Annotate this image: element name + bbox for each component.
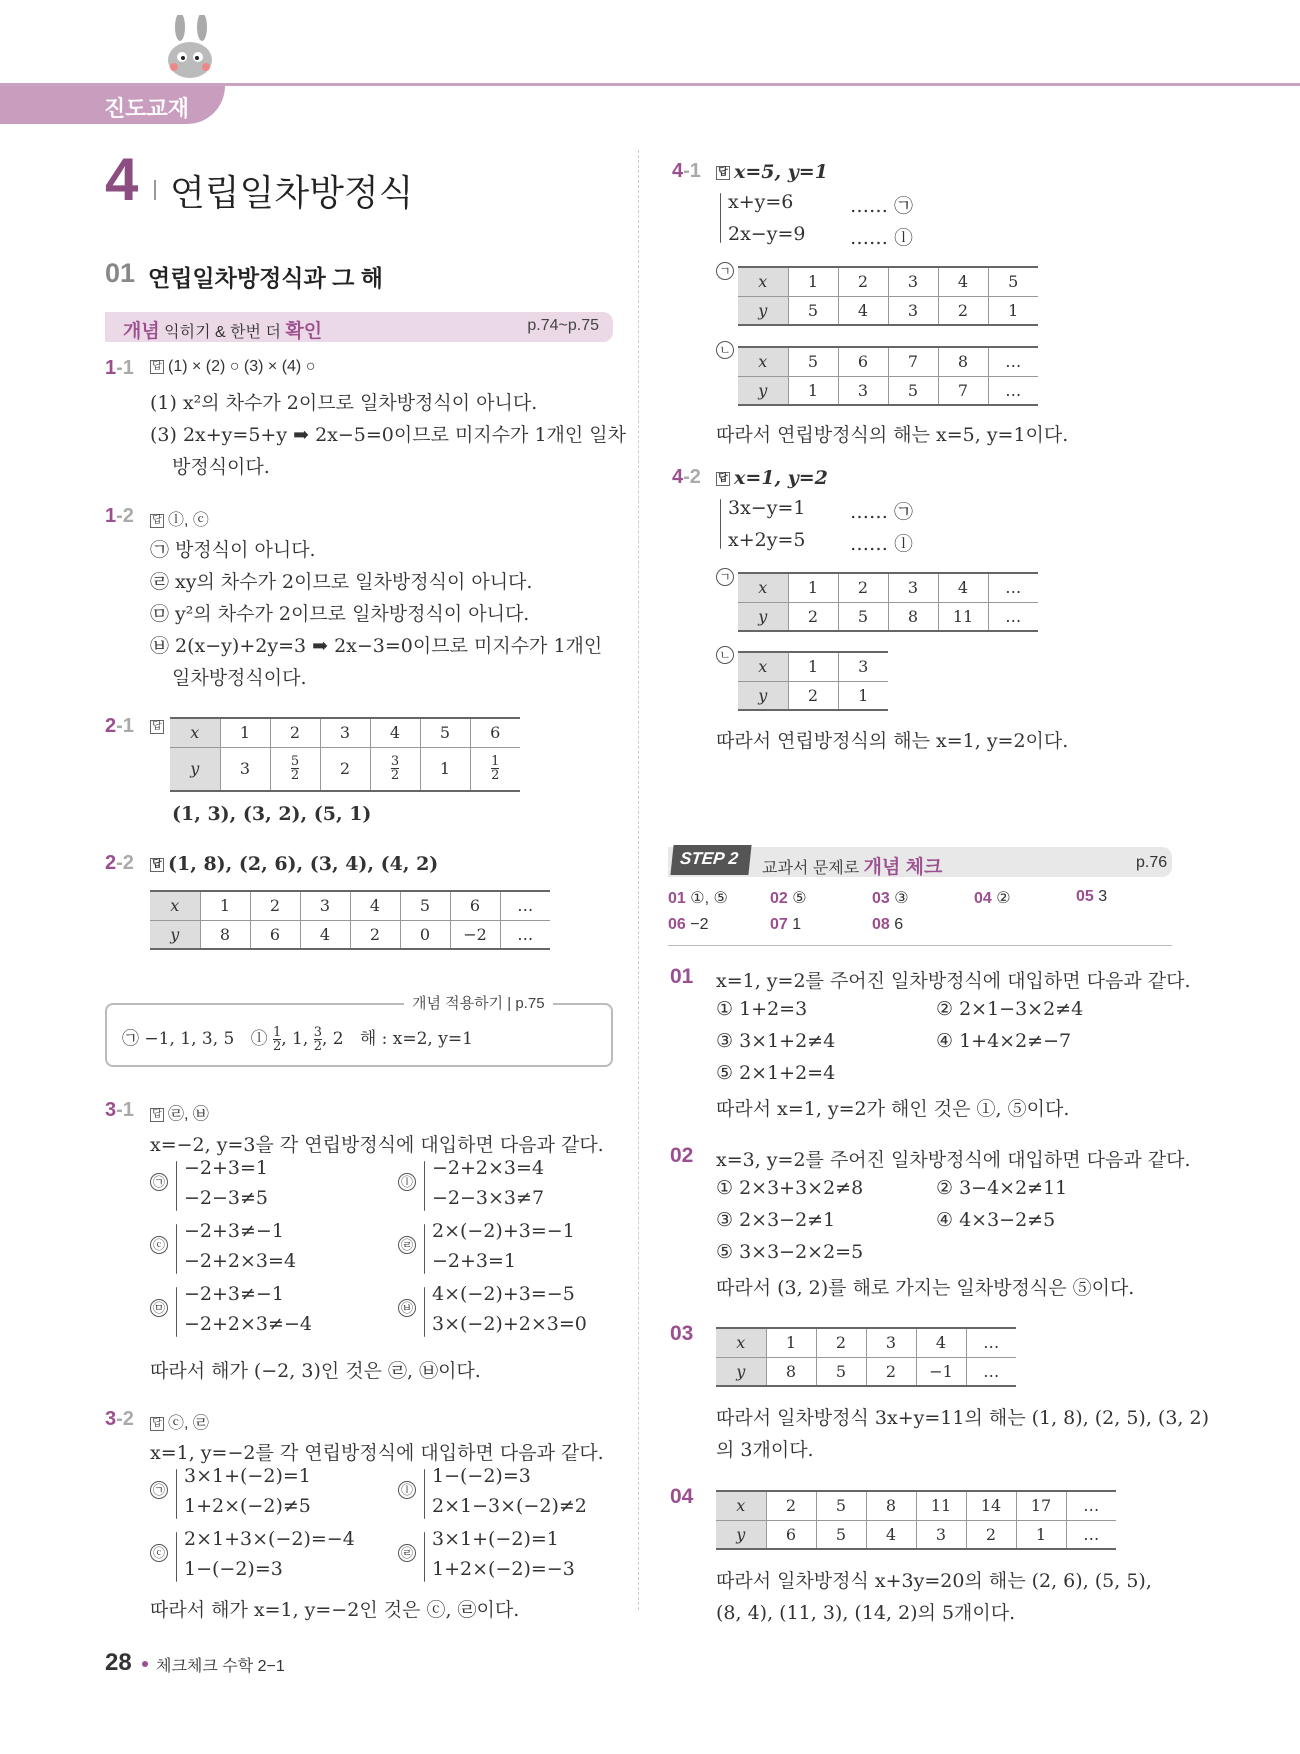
problem-1-2: 1-2 <box>105 505 134 527</box>
table-04: x 2 5 8 11 14 17 … y 6 5 4 3 2 1 … <box>716 1490 1116 1550</box>
problem-2-2: 2-2 <box>105 852 134 874</box>
solution-line: (1, 3), (3, 2), (5, 1) <box>172 803 372 825</box>
text-line: 방정식이다. <box>172 456 270 478</box>
equation: −2+3≠−1 <box>184 1220 284 1242</box>
apply-label: 개념 적용하기 | p.75 <box>404 992 553 1013</box>
brace <box>424 1532 425 1582</box>
text-line: 따라서 (3, 2)를 해로 가지는 일차방정식은 ⑤이다. <box>716 1277 1135 1299</box>
problem-1-1: 1-1 <box>105 357 134 379</box>
text-line: ③ 3×1+2≠4 <box>716 1030 836 1052</box>
text-line: 따라서 연립방정식의 해는 x=5, y=1이다. <box>716 424 1069 446</box>
answer-line: 답 (1) × (2) ○ (3) × (4) ○ <box>150 358 315 376</box>
mascot-icon <box>150 15 230 85</box>
label-icon: ㉣ <box>398 1544 416 1562</box>
text-line: 일차방정식이다. <box>172 667 307 689</box>
problem-2-1: 2-1 <box>105 715 134 737</box>
step2-title: 교과서 문제로 개념 체크 <box>762 857 943 878</box>
equation-mark: …… ㉠ <box>850 195 914 217</box>
text-line: ② 2×1−3×2≠4 <box>936 998 1084 1020</box>
apply-content: ㉠ −1, 1, 3, 5 ⓛ $\frac{1}{2}$ , 1, $\frac{3}{2}$ , 2 해 : x=2, y=1 <box>122 1025 473 1054</box>
brace <box>424 1224 425 1274</box>
text-line: ㉣ xy의 차수가 2이므로 일차방정식이 아니다. <box>150 571 533 593</box>
problem-3-2: 3-2 <box>105 1408 134 1430</box>
text-line: 따라서 해가 x=1, y=−2인 것은 ⓒ, ㉣이다. <box>150 1599 520 1621</box>
chapter-number: 4 <box>105 146 139 213</box>
text-line: ⑤ 3×3−2×2=5 <box>716 1241 864 1263</box>
equation: 3×1+(−2)=1 <box>184 1465 311 1487</box>
question-03: 03 <box>670 1322 694 1345</box>
step2-answer: 06 −2 <box>668 916 709 933</box>
text-line: ① 2×3+3×2≠8 <box>716 1177 864 1199</box>
equation: −2+3=1 <box>184 1157 269 1179</box>
step2-answer: 03 ③ <box>872 890 909 907</box>
text-line: 의 3개이다. <box>716 1439 814 1461</box>
label-icon: ⓒ <box>150 1544 168 1562</box>
equation: 1+2×(−2)=−3 <box>432 1558 575 1580</box>
brace <box>424 1287 425 1337</box>
text-line: ㉥ 2(x−y)+2y=3 ➡ 2x−3=0이므로 미지수가 1개인 <box>150 635 603 657</box>
equation: 4×(−2)+3=−5 <box>432 1283 575 1305</box>
text-line: (1) x²의 차수가 2이므로 일차방정식이 아니다. <box>150 392 538 414</box>
equation: 1−(−2)=3 <box>432 1465 531 1487</box>
question-01: 01 <box>670 965 694 988</box>
equation: x+2y=5 <box>728 529 806 551</box>
table-4-1-a: x 1 2 3 4 5 y 5 4 3 2 1 <box>738 266 1038 326</box>
answer-line: 답 ⓛ, ⓒ <box>150 507 209 530</box>
text-line: (3) 2x+y=5+y ➡ 2x−5=0이므로 미지수가 1개인 일차 <box>150 424 626 446</box>
brace <box>176 1224 177 1274</box>
text-line: 따라서 해가 (−2, 3)인 것은 ㉣, ㉥이다. <box>150 1360 481 1382</box>
text-line: 따라서 일차방정식 3x+y=11의 해는 (1, 8), (2, 5), (3, 2) <box>716 1407 1210 1429</box>
book-title: 체크체크 수학 2−1 <box>156 1658 285 1675</box>
brace <box>720 499 721 549</box>
brace <box>176 1161 177 1211</box>
page-number: 28 <box>105 1649 132 1676</box>
text-line: (8, 4), (11, 3), (14, 2)의 5개이다. <box>716 1602 1016 1624</box>
equation: −2+2×3≠−4 <box>184 1313 312 1335</box>
table-4-1-b: x 5 6 7 8 … y 1 3 5 7 … <box>738 346 1038 406</box>
problem-4-2: 4-2 <box>672 466 701 488</box>
answers-divider <box>668 945 1172 946</box>
brace <box>176 1469 177 1519</box>
header-tab: 진도교재 <box>0 86 225 124</box>
band-pages: p.74~p.75 <box>527 317 599 334</box>
label-icon: ㉣ <box>398 1236 416 1254</box>
equation: −2+2×3=4 <box>184 1250 297 1272</box>
question-02: 02 <box>670 1144 694 1167</box>
equation-mark: …… ⓛ <box>850 533 914 555</box>
step2-answer: 07 1 <box>770 916 802 933</box>
label-icon: ㉠ <box>150 1173 168 1191</box>
table-03: x 1 2 3 4 … y 8 5 2 −1 … <box>716 1327 1016 1387</box>
equation: 2×1+3×(−2)=−4 <box>184 1528 355 1550</box>
concept-band <box>105 312 613 342</box>
equation: −2+3≠−1 <box>184 1283 284 1305</box>
text-line: ④ 1+4×2≠−7 <box>936 1030 1072 1052</box>
text-line: ⑤ 2×1+2=4 <box>716 1062 836 1084</box>
text-line: ① 1+2=3 <box>716 998 808 1020</box>
equation: −2+3=1 <box>432 1250 517 1272</box>
answer-line: 답 x=1, y=2 <box>716 467 828 489</box>
equation: 2x−y=9 <box>728 223 806 245</box>
brace <box>424 1469 425 1519</box>
section-number: 01 <box>105 258 136 288</box>
text-line: ③ 2×3−2≠1 <box>716 1209 836 1231</box>
label-icon: ㉥ <box>398 1299 416 1317</box>
question-04: 04 <box>670 1485 694 1508</box>
equation: 3×1+(−2)=1 <box>432 1528 559 1550</box>
text-line: x=3, y=2를 주어진 일차방정식에 대입하면 다음과 같다. <box>716 1149 1191 1171</box>
answer-line: 답 (1, 8), (2, 6), (3, 4), (4, 2) <box>150 853 438 875</box>
equation: 2×1−3×(−2)≠2 <box>432 1495 587 1517</box>
text-line: x=−2, y=3을 각 연립방정식에 대입하면 다음과 같다. <box>150 1134 604 1156</box>
answer-line: 답 ㉣, ㉥ <box>150 1101 209 1124</box>
label-icon: ㄱ <box>716 262 734 280</box>
table-2-2: x 1 2 3 4 5 6 … y 8 6 4 2 0 −2 … <box>150 890 550 950</box>
equation: −2+2×3=4 <box>432 1157 545 1179</box>
equation: 1+2×(−2)≠5 <box>184 1495 311 1517</box>
table-4-2-b: x 1 3 y 2 1 <box>738 651 888 711</box>
band-mid: 익히기 & 한번 더 <box>164 324 281 341</box>
chapter-title: 연립일차방정식 <box>170 172 414 213</box>
label-icon: ㄱ <box>716 568 734 586</box>
column-divider <box>638 150 639 1610</box>
text-line: ④ 4×3−2≠5 <box>936 1209 1056 1231</box>
answer-mark: 답 <box>150 720 164 734</box>
brace <box>176 1287 177 1337</box>
equation-mark: …… ㉠ <box>850 501 914 523</box>
section-title: 연립일차방정식과 그 해 <box>148 265 383 291</box>
brace <box>176 1532 177 1582</box>
chapter-divider <box>154 180 156 200</box>
equation: −2−3×3≠7 <box>432 1187 545 1209</box>
text-line: x=1, y=−2를 각 연립방정식에 대입하면 다음과 같다. <box>150 1442 604 1464</box>
text-line: ② 3−4×2≠11 <box>936 1177 1068 1199</box>
equation-mark: …… ⓛ <box>850 227 914 249</box>
equation: 1−(−2)=3 <box>184 1558 283 1580</box>
brace <box>424 1161 425 1211</box>
step2-answer: 05 3 <box>1076 888 1108 905</box>
band-word: 확인 <box>285 321 323 342</box>
text-line: 따라서 연립방정식의 해는 x=1, y=2이다. <box>716 730 1069 752</box>
step2-page: p.76 <box>1136 854 1168 871</box>
step2-answer: 01 ①, ⑤ <box>668 890 728 907</box>
step2-answer: 02 ⑤ <box>770 890 807 907</box>
brace <box>720 193 721 243</box>
label-icon: ㄴ <box>716 646 734 664</box>
equation: x+y=6 <box>728 191 794 213</box>
equation: 3×(−2)+2×3=0 <box>432 1313 587 1335</box>
table-2-1: x 1 2 3 4 5 6 y 3 $\frac{5}{2}$ 2 $\frac{3}{2}$ 1 $\frac{1}{2}$ <box>170 717 520 792</box>
problem-3-1: 3-1 <box>105 1099 134 1121</box>
label-icon: ⓒ <box>150 1236 168 1254</box>
text-line: ㉠ 방정식이 아니다. <box>150 539 316 561</box>
step2-answer: 04 ② <box>974 890 1011 907</box>
footer-dot <box>142 1661 148 1667</box>
text-line: 따라서 일차방정식 x+3y=20의 해는 (2, 6), (5, 5), <box>716 1570 1152 1592</box>
equation: 3x−y=1 <box>728 497 806 519</box>
text-line: ㉤ y²의 차수가 2이므로 일차방정식이 아니다. <box>150 603 530 625</box>
label-icon: ㄴ <box>716 341 734 359</box>
band-prefix: 개념 <box>123 321 160 342</box>
label-icon: ⓛ <box>398 1481 416 1499</box>
label-icon: ㉤ <box>150 1299 168 1317</box>
label-icon: ㉠ <box>150 1481 168 1499</box>
answer-line: 답 x=5, y=1 <box>716 161 828 183</box>
step2-badge: STEP 2 <box>670 845 751 875</box>
label-icon: ⓛ <box>398 1173 416 1191</box>
text-line: x=1, y=2를 주어진 일차방정식에 대입하면 다음과 같다. <box>716 970 1191 992</box>
table-4-2-a: x 1 2 3 4 … y 2 5 8 11 … <box>738 572 1038 632</box>
text-line: 따라서 x=1, y=2가 해인 것은 ①, ⑤이다. <box>716 1098 1070 1120</box>
equation: 2×(−2)+3=−1 <box>432 1220 575 1242</box>
problem-4-1: 4-1 <box>672 160 701 182</box>
answer-line: 답 ⓒ, ㉣ <box>150 1410 209 1433</box>
step2-answer: 08 6 <box>872 916 904 933</box>
equation: −2−3≠5 <box>184 1187 269 1209</box>
